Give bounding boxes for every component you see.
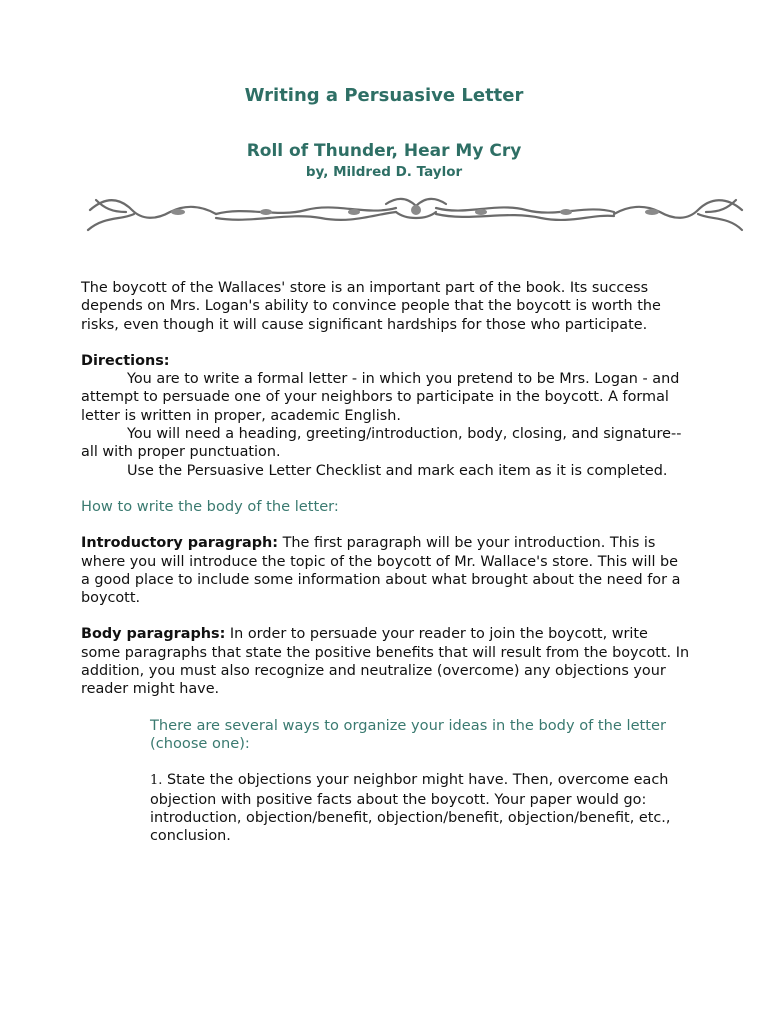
- option-text: State the objections your neighbor might have. Then, overcome each objection with positive facts about the boycott. Your paper would go: introduction, objection/benefit, objection/benefit, objection/benefit, etc., conclusion.: [150, 772, 671, 845]
- body-paragraphs-label: Body paragraphs:: [81, 626, 226, 643]
- document-title: Writing a Persuasive Letter: [244, 85, 524, 106]
- author-byline: by, Mildred D. Taylor: [305, 164, 463, 180]
- document-body: [81, 279, 691, 845]
- option-number: 1.: [150, 773, 163, 789]
- organize-heading: There are several ways to organize your ideas in the body of the letter (choose one):: [150, 716, 666, 752]
- directions-item: You are to write a formal letter - in which you pretend to be Mrs. Logan - and attempt to persuade one of your neighbors to participate in the boycott. A formal letter is written in proper, academic English.: [81, 371, 680, 424]
- introductory-label: Introductory paragraph:: [81, 535, 279, 552]
- organize-option: [150, 771, 691, 845]
- introductory-text: The first paragraph will be your introduction. This is where you will introduce the topic of the boycott of Mr. Wallace's store. This will be a good place to include some information about what brought about the need for a boycott.: [81, 535, 681, 607]
- decorative-divider: [86, 190, 744, 242]
- body-paragraphs-text: In order to persuade your reader to join the boycott, write some paragraphs that state the positive benefits that will result from the boycott. In addition, you must also recognize and neutralize (overcome) any objections your reader might have.: [81, 626, 690, 698]
- directions-heading: Directions:: [81, 352, 170, 369]
- body-section-heading: How to write the body of the letter:: [81, 497, 339, 515]
- body-paragraphs: [81, 625, 691, 698]
- book-title: Roll of Thunder, Hear My Cry: [246, 141, 522, 161]
- intro-paragraph: The boycott of the Wallaces' store is an important part of the book. Its success depends on Mrs. Logan's ability to convince people that the boycott is worth the risks, even though it will cause significant hardships for those who participate.: [81, 280, 661, 333]
- introductory-paragraph: [81, 534, 691, 607]
- directions-item: Use the Persuasive Letter Checklist and mark each item as it is completed.: [127, 462, 668, 479]
- directions-item: You will need a heading, greeting/introduction, body, closing, and signature--all with proper punctuation.: [81, 426, 682, 461]
